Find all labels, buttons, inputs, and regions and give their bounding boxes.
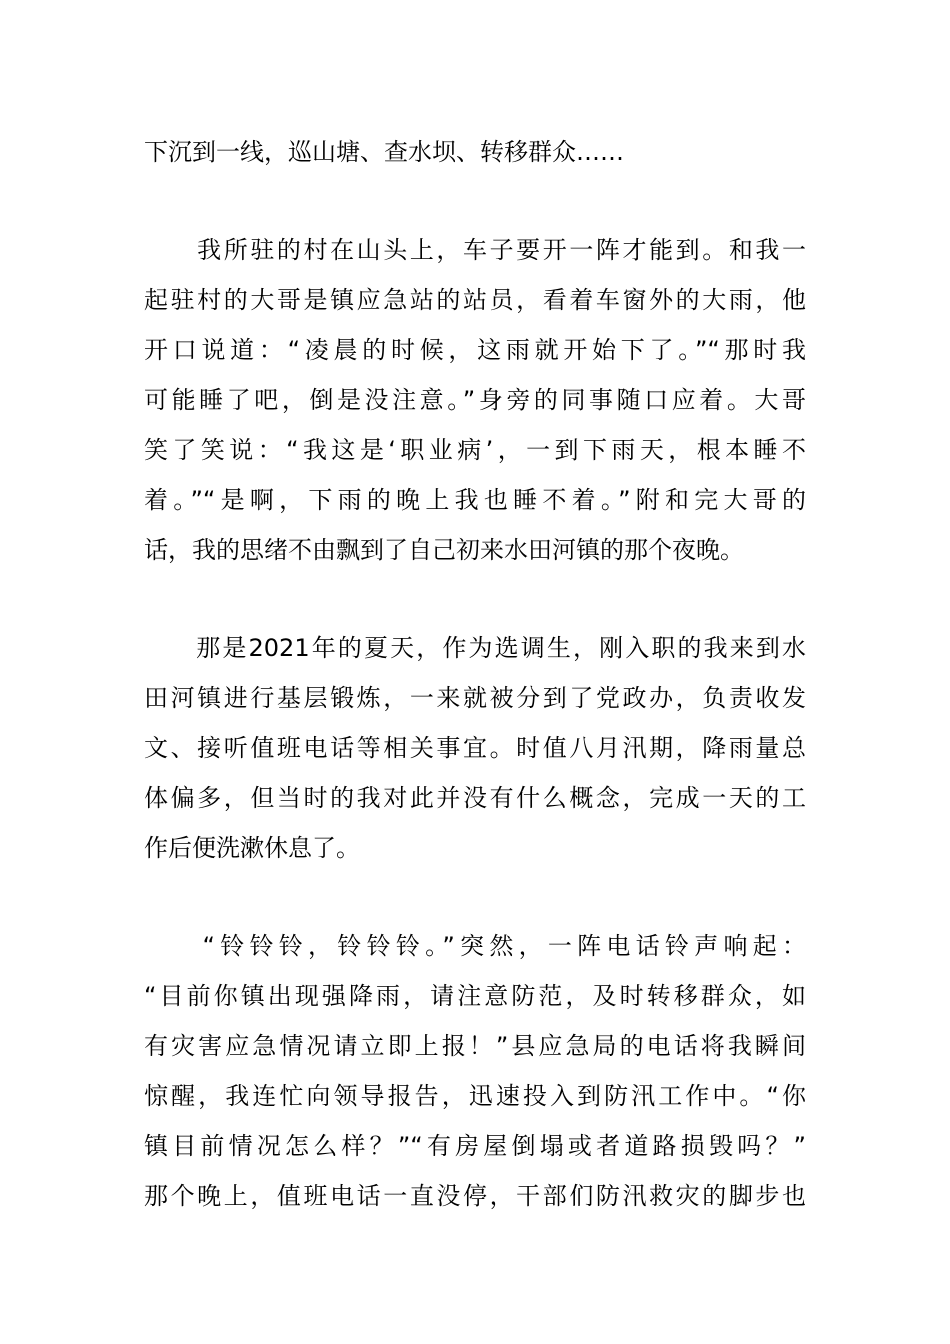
paragraph-line: 可能睡了吧，倒是没注意。”身旁的同事随口应着。大哥 <box>144 386 806 414</box>
paragraph-line: 有灾害应急情况请立即上报！”县应急局的电话将我瞬间 <box>144 1032 806 1060</box>
paragraph-line: 我所驻的村在山头上，车子要开一阵才能到。和我一 <box>144 236 806 264</box>
paragraph-line: 笑了笑说：“我这是‘职业病’，一到下雨天，根本睡不 <box>144 436 806 464</box>
paragraph-line: 起驻村的大哥是镇应急站的站员，看着车窗外的大雨，他 <box>144 286 806 314</box>
paragraph-line: 下沉到一线，巡山塘、查水坝、转移群众…… <box>144 138 624 166</box>
paragraph-line: “铃铃铃，铃铃铃。”突然，一阵电话铃声响起： <box>144 932 806 960</box>
paragraph-line: 镇目前情况怎么样？”“有房屋倒塌或者道路损毁吗？” <box>144 1132 806 1160</box>
paragraph-line: 着。”“是啊，下雨的晚上我也睡不着。”附和完大哥的 <box>144 486 806 514</box>
paragraph-line: 开口说道：“凌晨的时候，这雨就开始下了。”“那时我 <box>144 336 806 364</box>
paragraph-line: 那是2021年的夏天，作为选调生，刚入职的我来到水 <box>144 634 806 662</box>
paragraph-line: 惊醒，我连忙向领导报告，迅速投入到防汛工作中。“你 <box>144 1082 806 1110</box>
paragraph-line: “目前你镇出现强降雨，请注意防范，及时转移群众，如 <box>144 982 806 1010</box>
paragraph-line: 作后便洗漱休息了。 <box>144 834 360 862</box>
paragraph-line: 话，我的思绪不由飘到了自己初来水田河镇的那个夜晚。 <box>144 536 744 564</box>
paragraph-line: 文、接听值班电话等相关事宜。时值八月汛期，降雨量总 <box>144 734 806 762</box>
paragraph-line: 田河镇进行基层锻炼，一来就被分到了党政办，负责收发 <box>144 684 806 712</box>
paragraph-line: 那个晚上，值班电话一直没停，干部们防汛救灾的脚步也 <box>144 1182 806 1210</box>
paragraph-line: 体偏多，但当时的我对此并没有什么概念，完成一天的工 <box>144 784 806 812</box>
